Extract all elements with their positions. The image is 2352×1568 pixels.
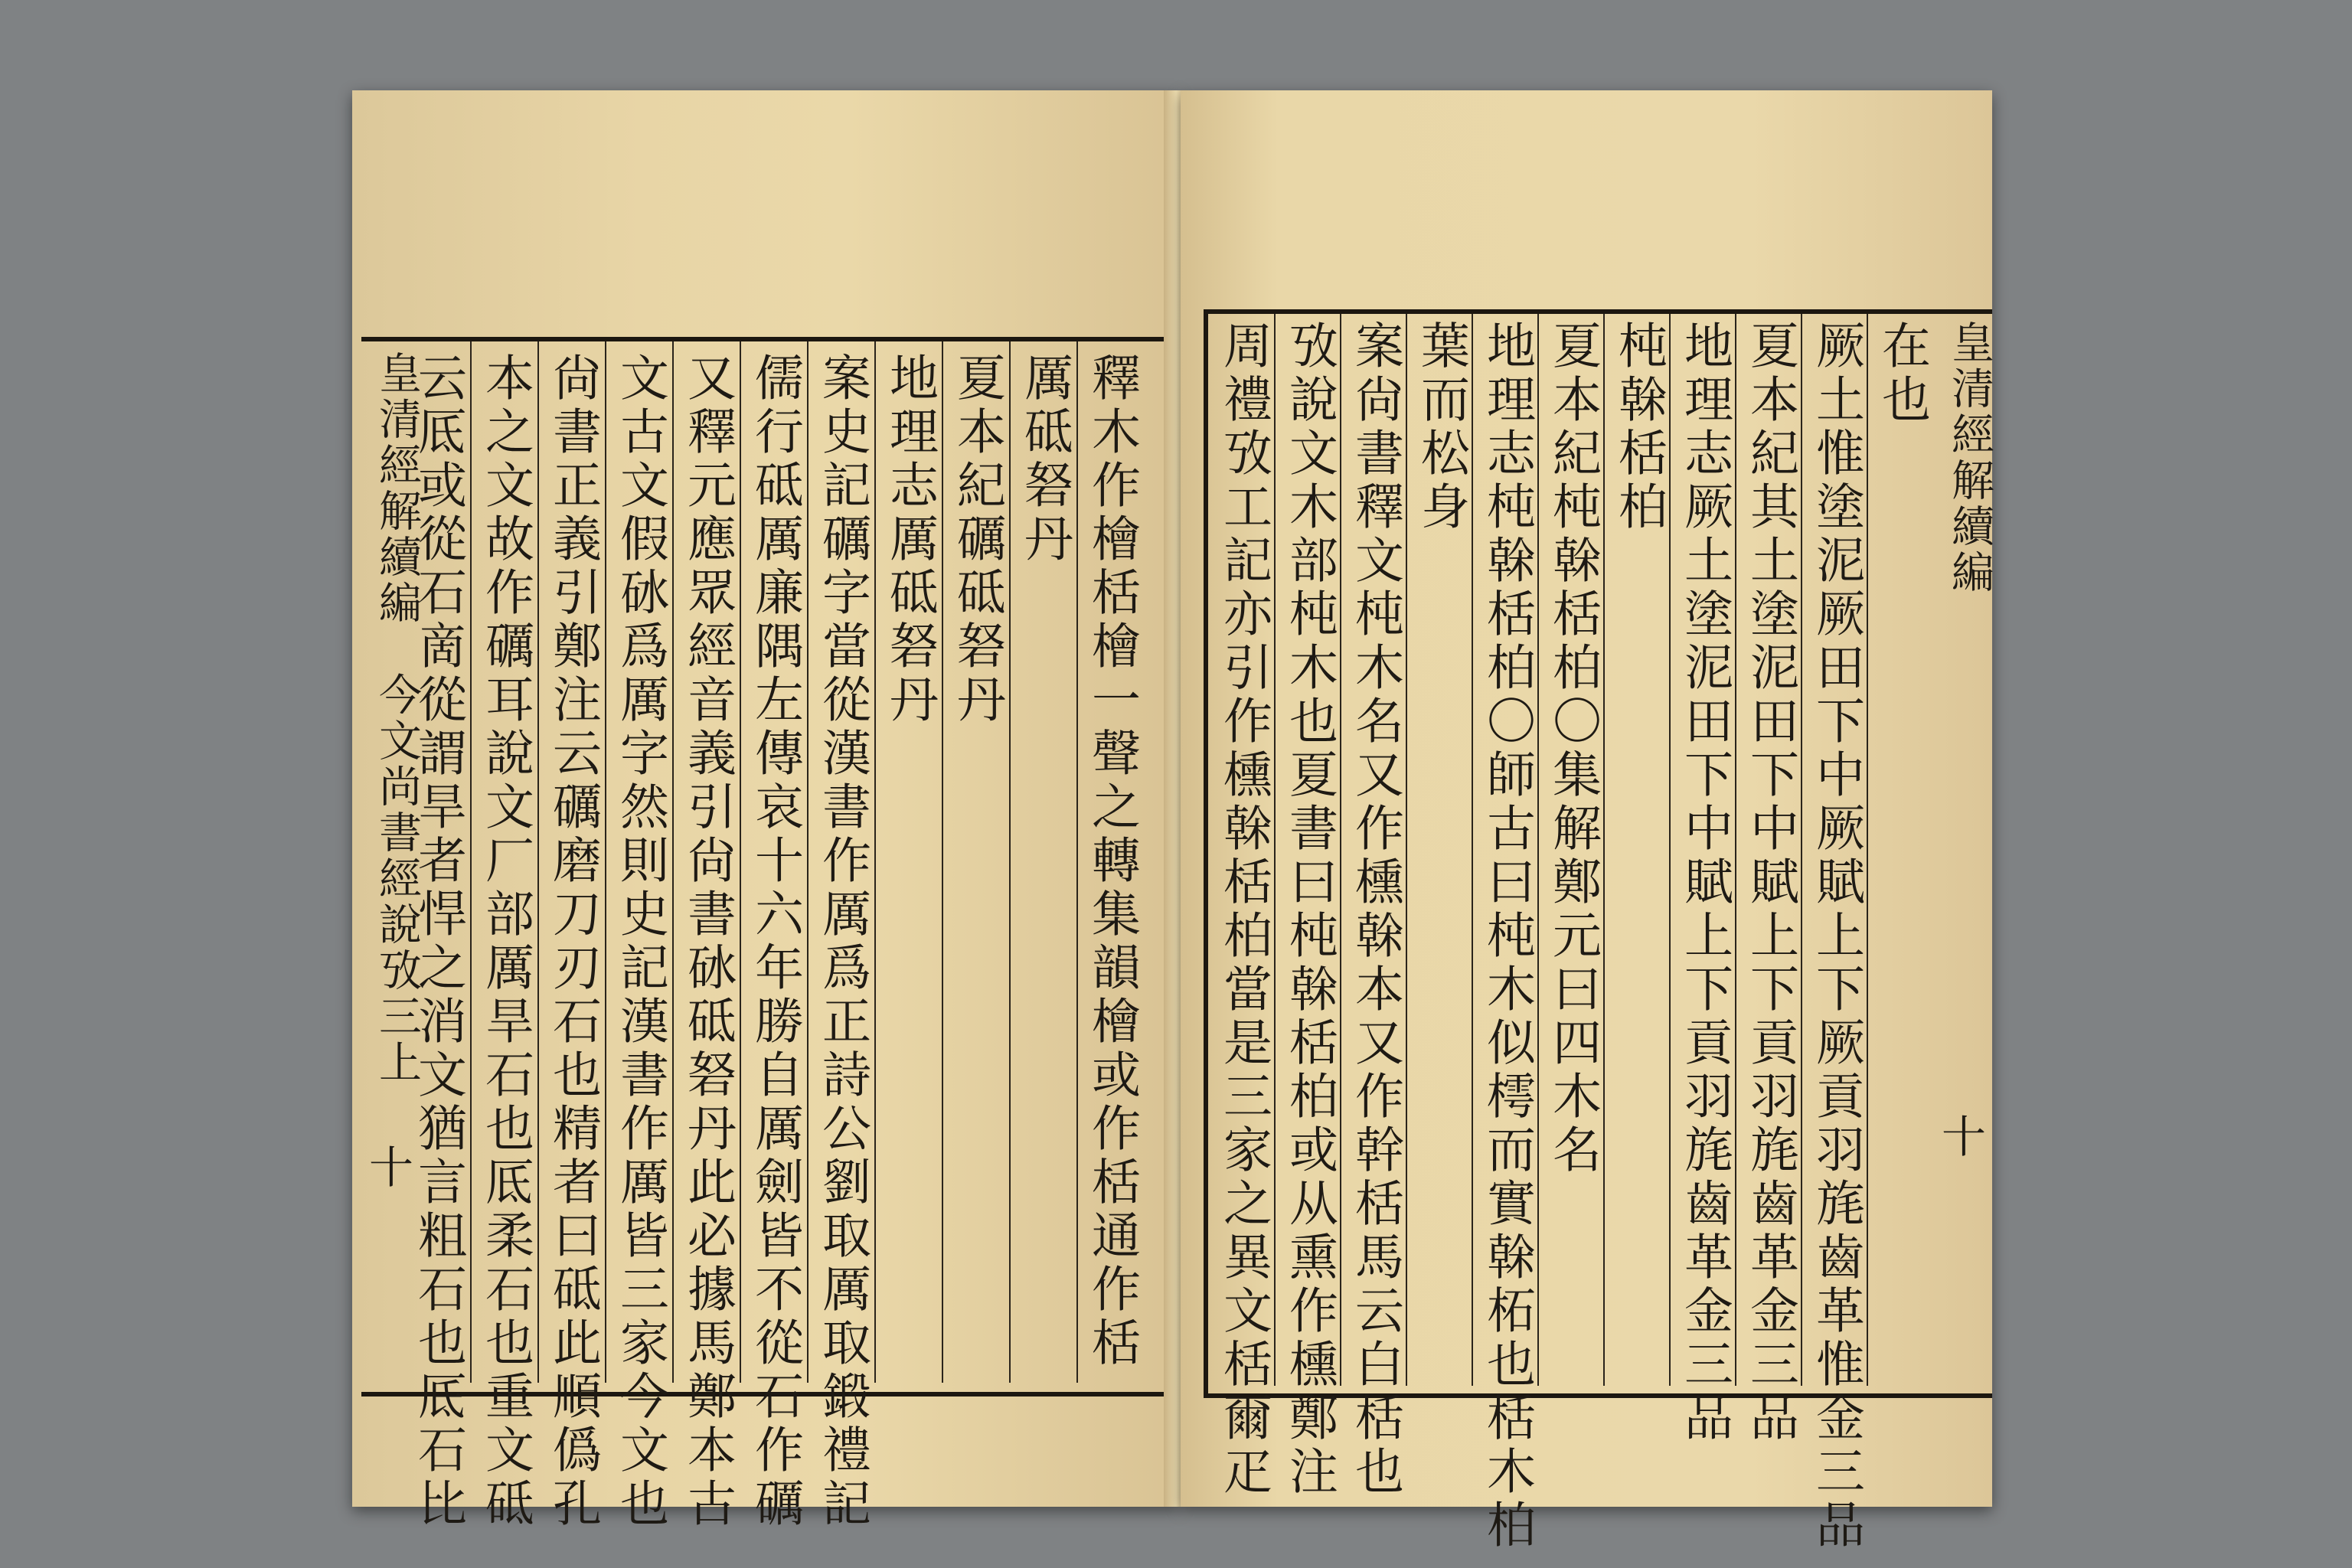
text-column: 周禮攷工記亦引作櫄榦栝柏當是三家之異文栝爾疋 (1215, 320, 1272, 1499)
column-rule (1867, 314, 1868, 1386)
column-rule (874, 341, 876, 1383)
text-column: 地理志杶榦栝柏〇師古曰杶木似樗而實榦柘也栝木柏 (1478, 320, 1535, 1553)
right-page (1181, 90, 1994, 1553)
folio-title: 皇清經解續編 (372, 351, 422, 626)
text-column: 地理志厲砥砮丹 (881, 352, 938, 727)
text-column: 攷說文木部杶木也夏書曰杶榦栝柏或从熏作櫄鄭注 (1281, 320, 1338, 1499)
text-column: 云厎或從石啇從謂旱者悍之消文猶言粗石也厎石比 (410, 352, 466, 1531)
text-column: 杶榦栝柏 (1610, 320, 1667, 534)
text-column: 夏本紀其土塗泥田下中賦上下貢羽旄齒革金三品 (1742, 320, 1798, 1446)
text-column: 地理志厥土塗泥田下中賦上下貢羽旄齒革金三品 (1676, 320, 1733, 1446)
column-rule (1274, 314, 1276, 1386)
text-column: 又釋元應眾經音義引尙書砅砥砮丹此必據馬鄭本古 (679, 352, 736, 1531)
text-column: 案尙書釋文杶木名又作櫄榦本又作幹栝馬云白栝也 (1347, 320, 1403, 1499)
column-rule (1340, 314, 1341, 1386)
text-column: 儒行砥厲廉隅左傳哀十六年勝自厲劍皆不從石作礪 (746, 352, 803, 1531)
column-rule (1801, 314, 1802, 1386)
column-rule (1669, 314, 1671, 1386)
column-rule (740, 341, 741, 1383)
text-column: 文古文假砅爲厲字然則史記漢書作厲皆三家今文也 (612, 352, 668, 1531)
page-number: 十 (369, 1142, 414, 1194)
column-rule (537, 341, 539, 1383)
text-column: 厲砥砮丹 (1016, 352, 1073, 567)
column-rule (1076, 341, 1078, 1383)
text-column: 釋木作檜栝檜一聲之轉集韻檜或作栝通作栝 (1083, 352, 1140, 1370)
text-column: 案史記礪字當從漢書作厲爲正詩公劉取厲取鍛禮記 (814, 352, 871, 1531)
text-column: 夏本紀礪砥砮丹 (949, 352, 1005, 727)
text-column: 厥土惟塗泥厥田下中厥賦上下厥貢羽旄齒革惟金三品 (1808, 320, 1864, 1553)
column-rule (1537, 314, 1539, 1386)
column-rule (605, 341, 606, 1383)
folio-title: 皇清經解續編 (1945, 320, 1994, 596)
folio-subtitle: 今文尚書經說攷三上 (372, 672, 422, 1086)
text-column: 本之文故作礪耳說文厂部厲旱石也厎柔石也重文砥 (477, 352, 534, 1531)
column-rule (672, 341, 674, 1383)
text-column: 夏本紀杶榦栝柏〇集解鄭元曰四木名 (1544, 320, 1601, 1178)
open-book (337, 90, 2006, 1553)
column-rule (1603, 314, 1605, 1386)
column-rule (942, 341, 943, 1383)
column-rule (1009, 341, 1011, 1383)
text-column: 在也 (1873, 320, 1930, 427)
column-rule (1735, 314, 1736, 1386)
text-column: 尙書正義引鄭注云礪磨刀刃石也精者曰砥此順僞孔 (544, 352, 601, 1531)
column-rule (1472, 314, 1473, 1386)
column-rule (807, 341, 808, 1383)
page-number: 十 (1942, 1111, 1987, 1163)
column-rule (470, 341, 472, 1383)
text-column: 葉而松身 (1413, 320, 1469, 534)
column-rule (1406, 314, 1407, 1386)
left-page (352, 90, 1179, 1531)
